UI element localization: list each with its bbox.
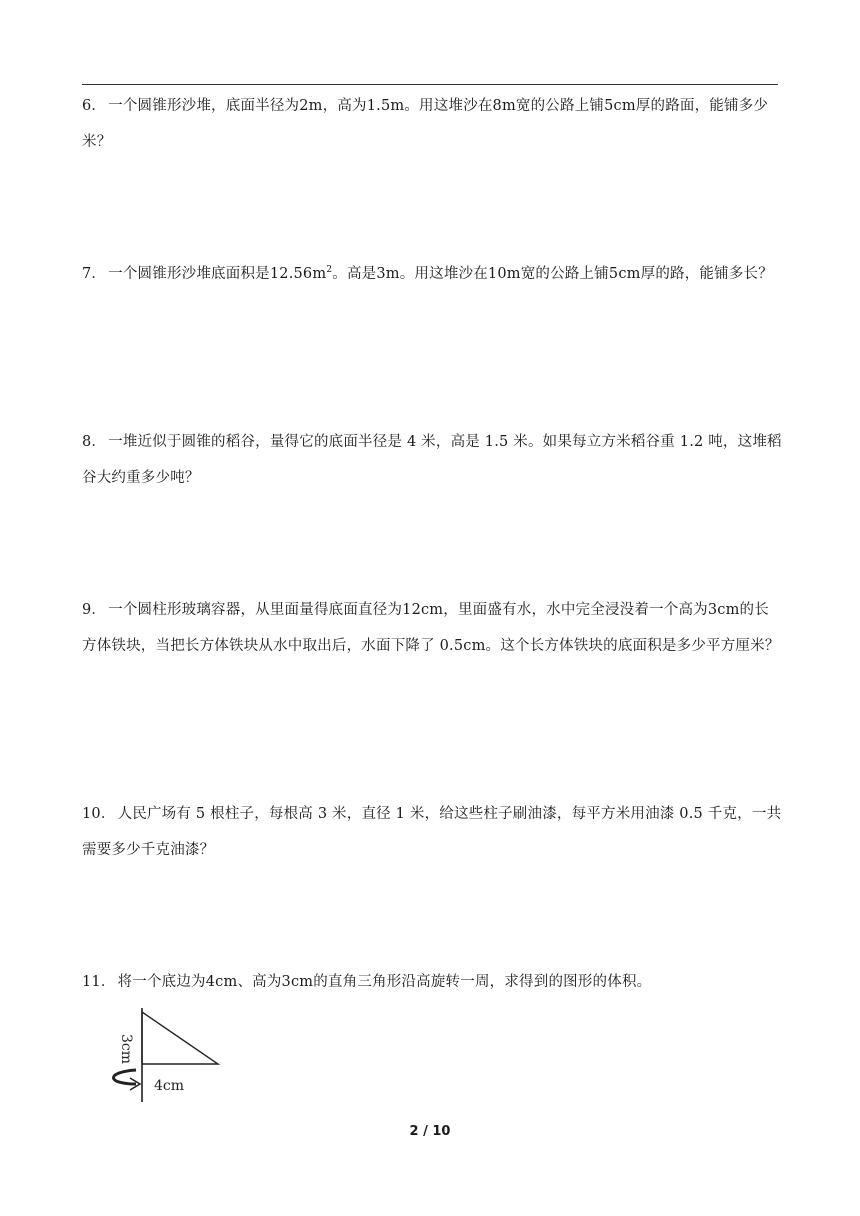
question-number: 9． bbox=[82, 602, 107, 618]
header-rule bbox=[82, 84, 778, 85]
height-label: 3cm bbox=[118, 1034, 134, 1065]
question-7 bbox=[82, 256, 782, 292]
question-number: 7． bbox=[82, 266, 107, 282]
question-text: 人民广场有 5 根柱子，每根高 3 米，直径 1 米，给这些柱子刷油漆，每平方米用油漆 0.5 千克，一共需要多少千克油漆？ bbox=[82, 806, 782, 858]
question-text: 一个圆锥形沙堆，底面半径为2m，高为1.5m。用这堆沙在8m宽的公路上铺5cm厚的路面，能铺多少米？ bbox=[82, 98, 769, 150]
right-triangle bbox=[142, 1012, 218, 1064]
question-number: 10． bbox=[82, 806, 116, 822]
question-number: 8． bbox=[82, 434, 107, 450]
question-6 bbox=[82, 88, 782, 160]
base-label: 4cm bbox=[154, 1078, 185, 1094]
question-8 bbox=[82, 424, 782, 496]
page-number: 2 / 10 bbox=[409, 1124, 451, 1139]
rotation-arrow-icon bbox=[114, 1070, 137, 1084]
question-text: 一堆近似于圆锥的稻谷，量得它的底面半径是 4 米，高是 1.5 米。如果每立方米稻谷重 1.2 吨，这堆稻谷大约重多少吨？ bbox=[82, 434, 782, 486]
question-number: 11． bbox=[82, 974, 116, 990]
question-10 bbox=[82, 796, 782, 868]
question-11 bbox=[82, 964, 782, 1000]
question-text: 一个圆柱形玻璃容器，从里面量得底面直径为12cm，里面盛有水，水中完全浸没着一个高为3cm的长方体铁块，当把长方体铁块从水中取出后，水面下降了 0.5cm。这个长方体铁块的底面积是多少平方厘米？ bbox=[82, 602, 780, 654]
question-text: 将一个底边为4cm、高为3cm的直角三角形沿高旋转一周，求得到的图形的体积。 bbox=[117, 974, 652, 990]
superscript: 2 bbox=[326, 265, 333, 276]
question-text: 一个圆锥形沙堆底面积是12.56m bbox=[108, 266, 327, 282]
question-text-cont: 。高是3m。用这堆沙在10m宽的公路上铺5cm厚的路，能铺多长？ bbox=[332, 266, 773, 282]
triangle-rotation-figure bbox=[96, 1004, 236, 1104]
question-9 bbox=[82, 592, 782, 664]
question-number: 6． bbox=[82, 98, 107, 114]
